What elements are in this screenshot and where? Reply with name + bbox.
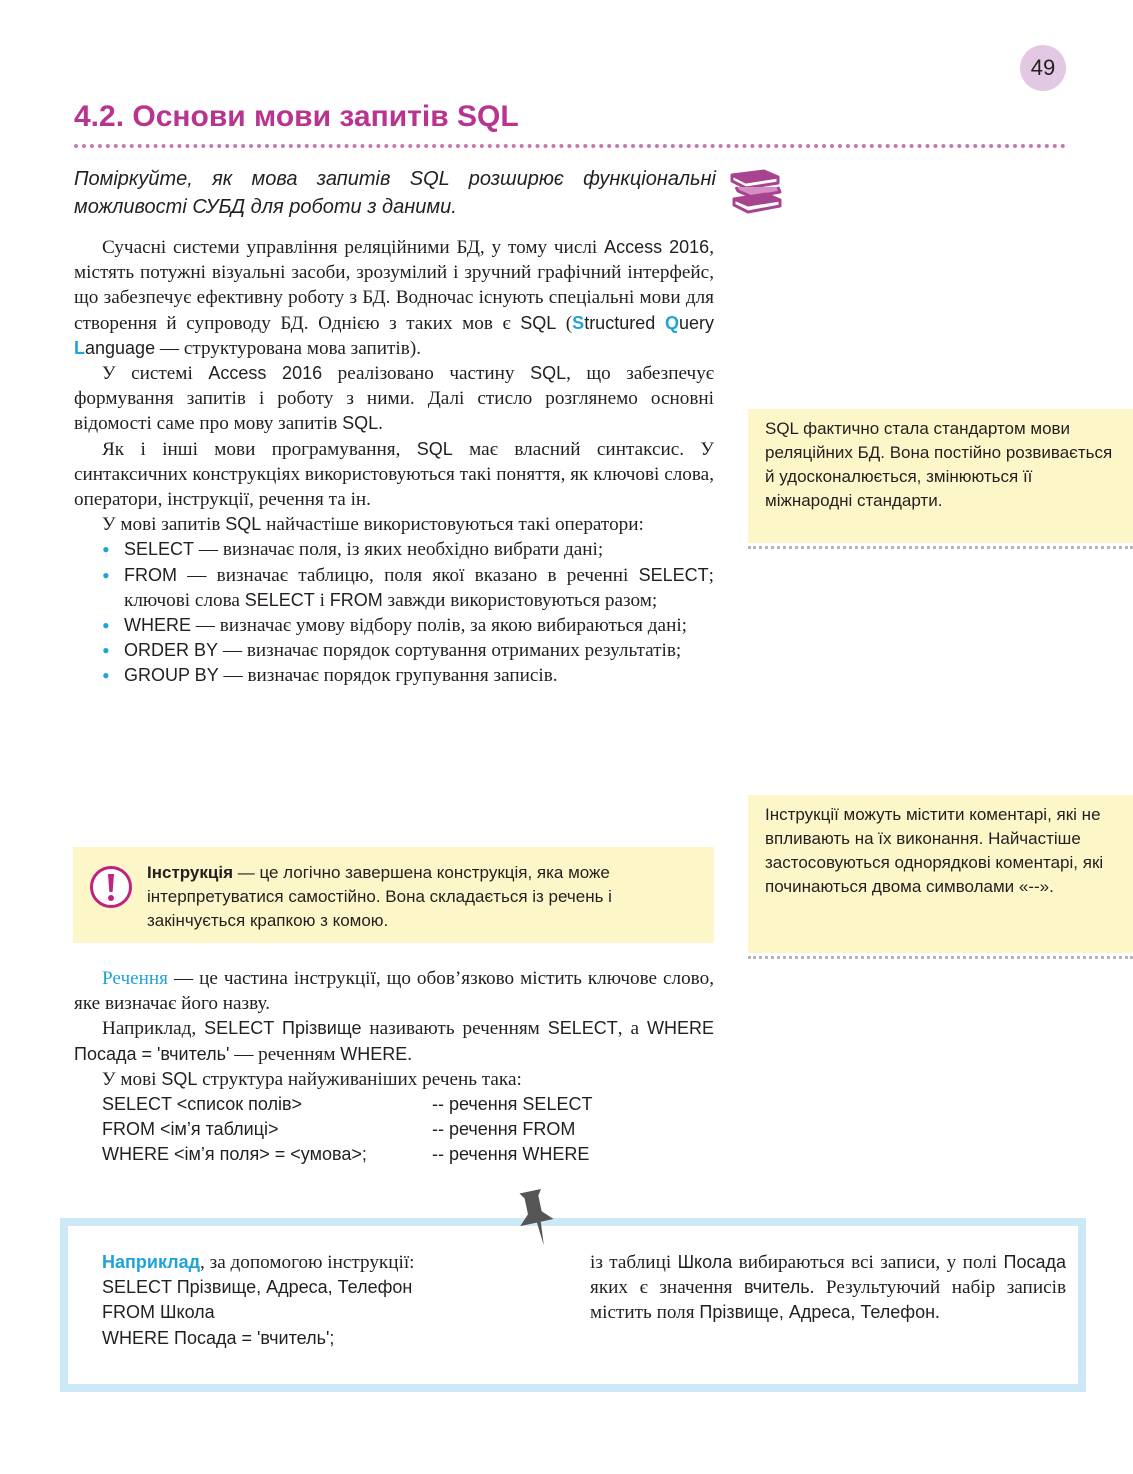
code-line: FROM Школа — [102, 1302, 215, 1323]
text: , що забезпечує формування запитів і роботу з ними. Далі стисло розглянемо основні відомості саме про мову запитів — [74, 363, 715, 435]
text: WHERE — [340, 1043, 408, 1064]
text: — визначає таблицю, поля якої вказано в реченні — [177, 564, 639, 586]
paragraph-4 — [74, 512, 714, 537]
text: . — [378, 413, 383, 435]
text: вибираються всі записи, у полі — [732, 1252, 1004, 1273]
code-line — [102, 1117, 576, 1142]
code: FROM <ім’я таблиці> — [102, 1119, 279, 1140]
code: SELECT <список полів> — [102, 1094, 303, 1114]
text: структура найуживаніших речень така: — [197, 1068, 522, 1090]
example-lead — [102, 1250, 522, 1275]
code-line: SELECT Прізвище, Адреса, Телефон — [102, 1277, 413, 1298]
operators-list — [74, 537, 714, 688]
text: найчастіше використовуються такі оператори: — [261, 514, 644, 536]
text: У мові — [102, 1068, 162, 1090]
structure-code — [102, 1092, 593, 1168]
code-line — [102, 1092, 593, 1117]
text: SQL — [416, 438, 453, 459]
example-explanation — [590, 1250, 1066, 1326]
text: яких є значення — [590, 1277, 745, 1299]
code: WHERE <ім’я поля> = <умова>; — [102, 1144, 367, 1165]
list-item — [74, 563, 714, 613]
example-right — [590, 1250, 1066, 1326]
text: , а — [617, 1018, 647, 1040]
text: . — [407, 1043, 413, 1065]
term: Речення — [102, 968, 168, 989]
text: SQL — [530, 363, 567, 384]
keyword: GROUP BY — [124, 665, 219, 686]
text: і — [314, 589, 330, 611]
pushpin-icon — [517, 1188, 561, 1248]
code-comment: -- речення SELECT — [432, 1094, 593, 1114]
text: — визначає поля, із яких необхідно вибрати дані; — [194, 539, 604, 561]
text: — це логічно завершена конструкція, яка може інтерпретуватися самостійно. Вона складається із речень і закінчується крапкою з комою. — [147, 863, 612, 930]
text: — визначає порядок сортування отриманих результатів; — [218, 640, 682, 662]
text: Як і інші мови програмування, — [102, 438, 417, 460]
text: завжди використовуються разом; — [382, 589, 658, 611]
code-comment: -- речення FROM — [432, 1119, 576, 1140]
text: , за допомогою інструкції: — [200, 1252, 415, 1273]
text: — структурована мова запитів). — [155, 337, 422, 359]
side-note-sql-standard: SQL фактично стала стандартом мови реляційних БД. Вона постійно розвивається й удосконалюється, змінюються її міжнародні стандарти. — [748, 409, 1133, 543]
section-title: 4.2. Основи мови запитів SQL — [74, 100, 519, 133]
paragraph-structure — [74, 1067, 714, 1092]
text: із таблиці — [590, 1252, 678, 1273]
main-text — [74, 235, 714, 689]
text: . Результуючий набір записів містить поля — [590, 1277, 1067, 1324]
keyword: SELECT — [124, 539, 195, 560]
term: Інструкція — [147, 863, 233, 882]
text: — реченням — [229, 1043, 341, 1065]
instruction-definition-box — [73, 847, 714, 943]
sentence-text — [74, 966, 714, 1092]
text: називають реченням — [361, 1018, 548, 1040]
instruction-text — [147, 861, 707, 933]
code-line: WHERE Посада = 'вчитель'; — [102, 1327, 335, 1348]
text: Наприклад, — [102, 1018, 205, 1040]
title-divider — [74, 144, 1066, 148]
acronym-letter: L — [74, 337, 85, 358]
text: реалізовано частину — [322, 363, 531, 385]
text: вчитель — [744, 1277, 810, 1298]
text: Посада — [1003, 1252, 1066, 1272]
paragraph-example — [74, 1016, 714, 1066]
text: Школа — [677, 1252, 733, 1272]
list-item — [74, 638, 714, 663]
text: SELECT Прізвище — [204, 1018, 362, 1039]
keyword: FROM — [124, 564, 177, 585]
keyword: SELECT — [638, 564, 709, 585]
text: WHERE Посада = 'вчитель' — [74, 1018, 714, 1064]
term: Наприклад — [102, 1252, 201, 1272]
text: tructured — [584, 312, 665, 333]
paragraph-3 — [74, 437, 714, 513]
paragraph-1 — [74, 235, 714, 361]
text: SELECT — [547, 1018, 618, 1039]
text: Access 2016 — [604, 237, 710, 257]
text: anguage — [85, 337, 156, 358]
keyword: SELECT — [244, 589, 315, 610]
text: SQL — [520, 312, 557, 333]
books-icon — [726, 165, 786, 225]
list-item — [74, 537, 714, 562]
text: Access 2016 — [208, 363, 323, 384]
text: У системі — [102, 363, 209, 385]
text: , містять потужні візуальні засоби, зрозумілий і зручний графічний інтерфейс, що забезпечує ефективну роботу з БД. Водночас існують спеціальні мови для створення й супроводу БД. Однією з таких мов є — [74, 237, 714, 334]
list-item — [74, 663, 714, 688]
text: Прізвище, Адреса, Телефон — [699, 1302, 936, 1323]
text: ( — [556, 312, 573, 334]
example-left — [102, 1250, 522, 1351]
keyword: ORDER BY — [124, 640, 219, 661]
acronym-letter: S — [572, 312, 585, 333]
exclamation-icon — [89, 865, 133, 909]
code-line — [102, 1142, 590, 1167]
text: . — [935, 1302, 940, 1324]
text: — це частина інструкції, що обов’язково містить ключове слово, яке визначає його назву. — [74, 968, 714, 1015]
text: uery — [678, 312, 714, 333]
paragraph-sentence — [74, 966, 714, 1016]
text: SQL — [342, 413, 379, 434]
text: Сучасні системи управління реляційними БД, у тому числі — [102, 237, 605, 258]
code-comment: -- речення WHERE — [432, 1144, 590, 1165]
keyword: WHERE — [124, 615, 191, 636]
text: ; ключові слова — [124, 564, 714, 611]
text: SQL — [225, 514, 262, 535]
acronym-letter: Q — [664, 312, 679, 333]
paragraph-2 — [74, 361, 714, 437]
text: SQL — [161, 1068, 198, 1089]
list-item — [74, 613, 714, 638]
side-note-comments: Інструкції можуть містити коментарі, які не впливають на їх виконання. Найчастіше застосовуються однорядкові коментарі, які починаються двома символами «--». — [748, 795, 1133, 953]
text: У мові запитів — [102, 514, 226, 536]
keyword: FROM — [329, 589, 383, 610]
text: має власний синтаксис. У синтаксичних конструкціях використовуються такі поняття, як ключові слова, оператори, інструкції, речення та ін. — [74, 438, 715, 511]
intro-question: Поміркуйте, як мова запитів SQL розширює функціональні можливості СУБД для роботи з даними. — [74, 168, 716, 218]
text: — визначає умову відбору полів, за якою вибираються дані; — [191, 615, 688, 637]
text: — визначає порядок групування записів. — [218, 665, 558, 687]
page-number: 49 — [1020, 45, 1066, 91]
